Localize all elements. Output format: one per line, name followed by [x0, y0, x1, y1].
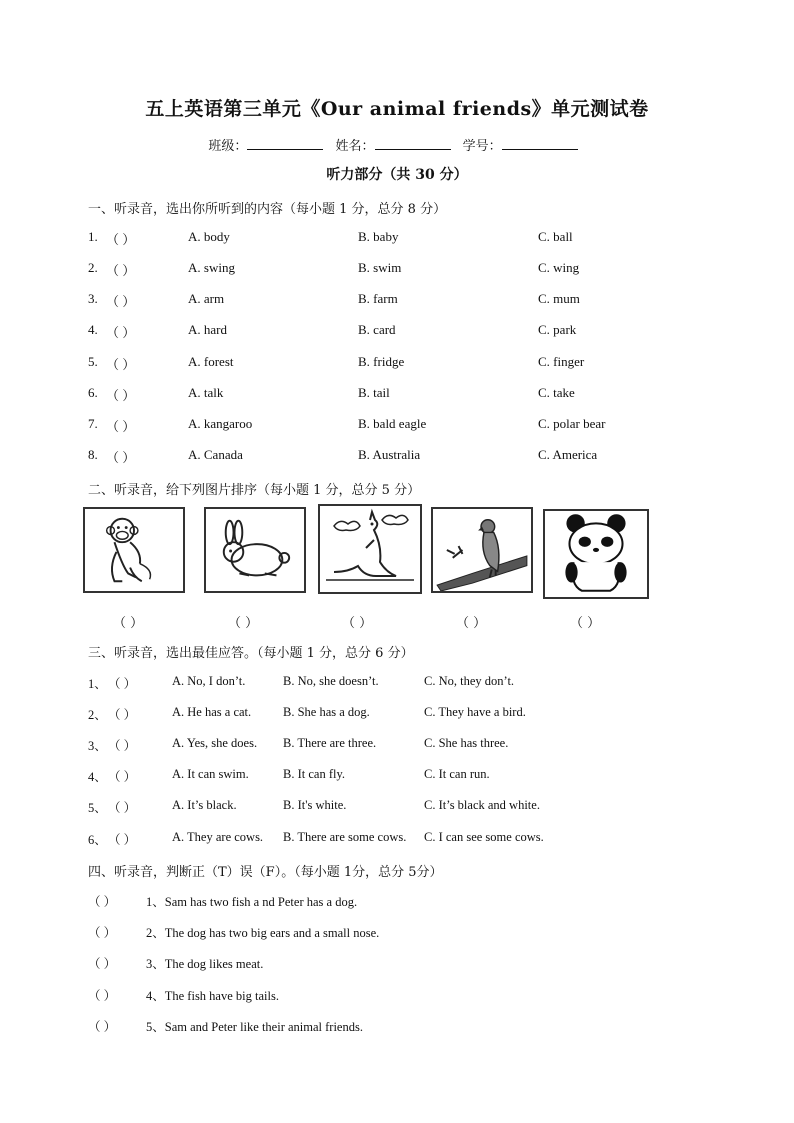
- name-blank[interactable]: [375, 137, 451, 150]
- answer-blank[interactable]: （ ）: [88, 895, 117, 909]
- answer-blank[interactable]: （ ）: [106, 294, 136, 309]
- option-b: B. tail: [358, 385, 390, 400]
- option-c: C. wing: [538, 260, 580, 275]
- answer-blank[interactable]: （ ）: [106, 450, 136, 465]
- rabbit-picture: [204, 507, 306, 593]
- answer-blank[interactable]: （ ）: [88, 989, 117, 1003]
- item-number: 2、: [88, 708, 107, 722]
- page-title: 五上英语第三单元《Our animal friends》单元测试卷: [145, 98, 649, 120]
- answer-blank[interactable]: （ ）: [106, 388, 136, 403]
- parrot-icon: [433, 509, 531, 591]
- item-number: 5、: [88, 801, 107, 815]
- statement-text: 2、The dog has two big ears and a small nose.: [146, 926, 380, 940]
- answer-blank[interactable]: （ ）: [106, 232, 136, 247]
- option-c: C. take: [538, 385, 575, 400]
- answer-blank[interactable]: （ ）: [106, 357, 136, 372]
- rabbit-icon: [206, 509, 304, 591]
- name-label: 姓名：: [335, 139, 375, 154]
- student-id-blank[interactable]: [502, 137, 578, 150]
- answer-blank[interactable]: （ ）: [88, 926, 117, 940]
- option-a: A. hard: [188, 322, 227, 337]
- option-b: B. swim: [358, 260, 402, 275]
- answer-blank[interactable]: （ ）: [108, 801, 137, 815]
- option-a: A. swing: [188, 260, 235, 275]
- item-number: 6、: [88, 833, 107, 847]
- kangaroo-icon: [320, 506, 420, 592]
- statement-text: 3、The dog likes meat.: [146, 957, 264, 971]
- option-c: C. She has three.: [424, 736, 509, 750]
- class-label: 班级：: [208, 139, 248, 154]
- item-number: 1、: [88, 677, 107, 691]
- option-c: C. They have a bird.: [424, 705, 526, 719]
- answer-blank[interactable]: （ ）: [106, 325, 136, 340]
- section2-heading: 二、听录音，给下列图片排序（每小题 1 分，总分 5 分）: [88, 483, 421, 498]
- option-b: B. No, she doesn’t.: [283, 674, 379, 688]
- item-number: 1.: [88, 229, 98, 244]
- option-b: B. She has a dog.: [283, 705, 370, 719]
- option-b: B. It can fly.: [283, 767, 346, 781]
- option-a: A. No, I don’t.: [172, 674, 246, 688]
- statement-text: 4、The fish have big tails.: [146, 989, 279, 1003]
- answer-blank[interactable]: （ ）: [88, 1020, 117, 1034]
- option-b: B. fridge: [358, 354, 405, 369]
- student-info-line: [0, 135, 794, 154]
- item-number: 7.: [88, 416, 98, 431]
- listening-part-title: 听力部分（共 30 分）: [326, 167, 468, 183]
- picture-blank-4[interactable]: （ ）: [456, 616, 487, 631]
- answer-blank[interactable]: （ ）: [106, 419, 136, 434]
- answer-blank[interactable]: （ ）: [108, 739, 137, 753]
- section4-heading: 四、听录音，判断正（T）误（F）。（每小题 1分，总分 5分）: [88, 865, 443, 880]
- parrot-picture: [431, 507, 533, 593]
- student-id-label: 学号：: [462, 139, 502, 154]
- picture-blank-2[interactable]: （ ）: [228, 616, 259, 631]
- option-a: A. body: [188, 229, 230, 244]
- option-b: B. There are three.: [283, 736, 377, 750]
- panda-icon: [545, 511, 647, 597]
- option-c: C. America: [538, 447, 598, 462]
- answer-blank[interactable]: （ ）: [108, 677, 137, 691]
- item-number: 3.: [88, 291, 98, 306]
- option-b: B. baby: [358, 229, 399, 244]
- option-c: C. It can run.: [424, 767, 490, 781]
- option-b: B. farm: [358, 291, 398, 306]
- option-b: B. bald eagle: [358, 416, 427, 431]
- answer-blank[interactable]: （ ）: [88, 957, 117, 971]
- option-c: C. I can see some cows.: [424, 830, 544, 844]
- option-a: A. It can swim.: [172, 767, 249, 781]
- option-a: A. Canada: [188, 447, 243, 462]
- option-a: A. kangaroo: [188, 416, 253, 431]
- option-c: C. mum: [538, 291, 580, 306]
- item-number: 5.: [88, 354, 98, 369]
- option-c: C. ball: [538, 229, 573, 244]
- option-c: C. polar bear: [538, 416, 606, 431]
- option-b: B. There are some cows.: [283, 830, 407, 844]
- option-a: A. They are cows.: [172, 830, 264, 844]
- answer-blank[interactable]: （ ）: [108, 833, 137, 847]
- option-b: B. It's white.: [283, 798, 347, 812]
- option-b: B. Australia: [358, 447, 421, 462]
- answer-blank[interactable]: （ ）: [106, 263, 136, 278]
- item-number: 6.: [88, 385, 98, 400]
- statement-text: 5、Sam and Peter like their animal friends.: [146, 1020, 363, 1034]
- monkey-picture: [83, 507, 185, 593]
- section1-heading: 一、听录音，选出你所听到的内容（每小题 1 分，总分 8 分）: [88, 202, 447, 217]
- answer-blank[interactable]: （ ）: [108, 770, 137, 784]
- item-number: 3、: [88, 739, 107, 753]
- picture-blank-3[interactable]: （ ）: [342, 616, 373, 631]
- answer-blank[interactable]: （ ）: [108, 708, 137, 722]
- section3-heading: 三、听录音，选出最佳应答。（每小题 1 分，总分 6 分）: [88, 646, 414, 661]
- monkey-icon: [85, 509, 183, 591]
- option-a: A. talk: [188, 385, 224, 400]
- picture-blank-5[interactable]: （ ）: [570, 616, 601, 631]
- option-a: A. arm: [188, 291, 225, 306]
- option-c: C. park: [538, 322, 577, 337]
- option-b: B. card: [358, 322, 396, 337]
- statement-text: 1、Sam has two fish a nd Peter has a dog.: [146, 895, 358, 909]
- item-number: 8.: [88, 447, 98, 462]
- option-c: C. No, they don’t.: [424, 674, 515, 688]
- option-a: A. He has a cat.: [172, 705, 252, 719]
- class-blank[interactable]: [247, 137, 323, 150]
- option-a: A. forest: [188, 354, 234, 369]
- option-c: C. It’s black and white.: [424, 798, 540, 812]
- item-number: 4、: [88, 770, 107, 784]
- panda-picture: [543, 509, 649, 599]
- picture-blank-1[interactable]: （ ）: [113, 616, 144, 631]
- item-number: 4.: [88, 322, 98, 337]
- option-c: C. finger: [538, 354, 585, 369]
- kangaroo-picture: [318, 504, 422, 594]
- option-a: A. It’s black.: [172, 798, 237, 812]
- option-a: A. Yes, she does.: [172, 736, 258, 750]
- item-number: 2.: [88, 260, 98, 275]
